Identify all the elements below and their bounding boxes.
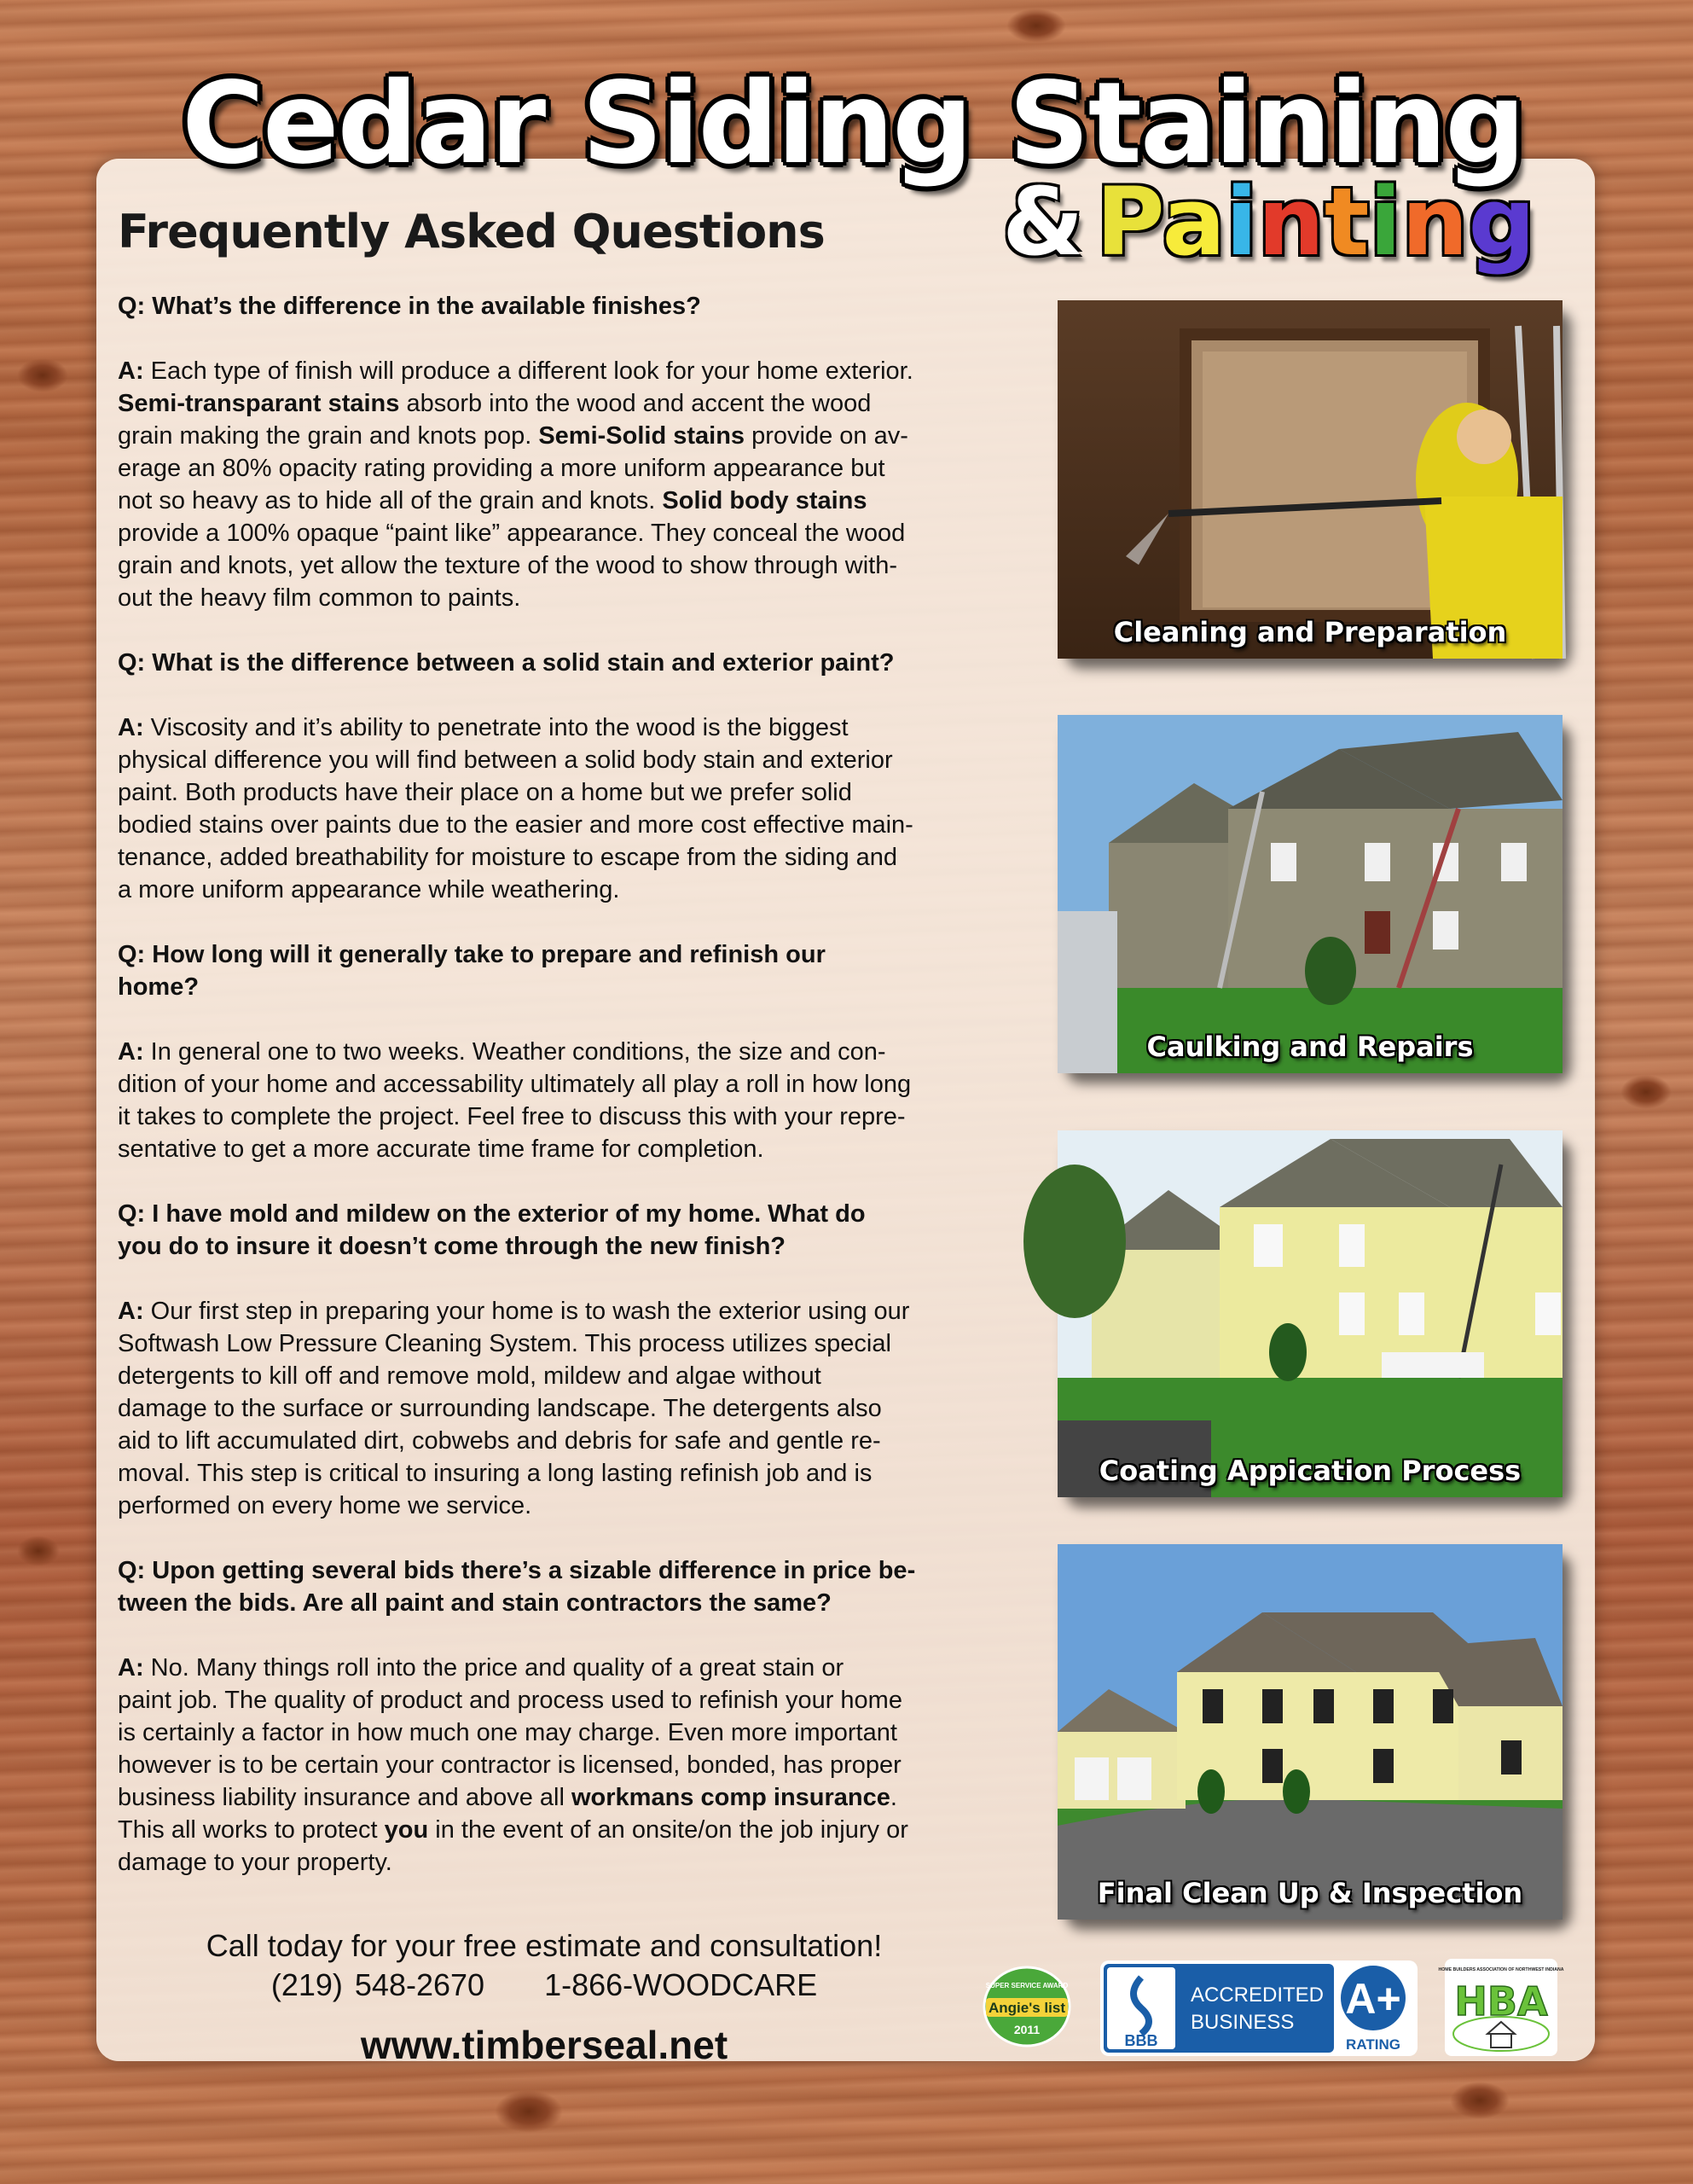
faq-answer-line: damage to your property.: [118, 1849, 392, 1876]
faq-answer-line: it takes to complete the project. Feel free to discuss this with your repre-: [118, 1103, 906, 1130]
photo-caption: Cleaning and Preparation: [1113, 616, 1507, 648]
painting-letter: i: [1369, 167, 1402, 276]
faq-question: Q: What is the difference between a solid stain and exterior paint?: [118, 649, 895, 677]
faq-answer-line: is certainly a factor in how much one may charge. Even more important: [118, 1719, 897, 1746]
painting-letter: P: [1095, 167, 1162, 276]
hba-org-text: HOME BUILDERS ASSOCIATION OF NORTHWEST INDIANA: [1438, 1967, 1564, 1972]
painting-letter: n: [1257, 167, 1325, 276]
faq-answer-line: paint. Both products have their place on a home but we prefer solid: [118, 779, 852, 806]
angies-list-badge: [981, 1964, 1073, 2049]
wood-knot: [1450, 2082, 1510, 2119]
photo-caption: Final Clean Up & Inspection: [1097, 1877, 1523, 1909]
faq-answer-line: sentative to get a more accurate time frame for completion.: [118, 1136, 764, 1163]
hba-letters: HBA: [1454, 1978, 1548, 2024]
photo-caulking: [1058, 715, 1563, 1073]
bbb-logo-text: BBB: [1124, 2032, 1158, 2049]
faq-question: you do to insure it doesn’t come through the new finish?: [118, 1233, 786, 1260]
faq-answer-line: A: Viscosity and it’s ability to penetrate into the wood is the biggest: [118, 714, 849, 741]
call-to-action: Call today for your free estimate and consultation!: [206, 1928, 883, 1963]
angies-year: 2011: [1013, 2023, 1041, 2036]
wood-knot: [495, 2090, 563, 2133]
website-link[interactable]: www.timberseal.net: [360, 2023, 728, 2067]
faq-answer-line: Semi-transparant stains absorb into the wood and accent the wood: [118, 390, 872, 417]
phone-numbers: [118, 1966, 971, 2005]
faq-answer-line: This all works to protect you in the event of an onsite/on the job injury or: [118, 1816, 908, 1844]
photo-cleaning: [1058, 300, 1563, 659]
final-illustration: [1058, 1544, 1563, 1920]
faq-answer-line: A: No. Many things roll into the price and quality of a great stain or: [118, 1654, 844, 1682]
phone-local[interactable]: (219) 548-2670: [270, 1967, 485, 2002]
footer-contact: [118, 1926, 971, 2073]
faq-answer-line: grain making the grain and knots pop. Semi-Solid stains provide on av-: [118, 422, 908, 450]
coating-illustration: [1058, 1130, 1563, 1497]
phone-tollfree[interactable]: 1-866-WOODCARE: [544, 1967, 818, 2002]
wood-knot: [1006, 9, 1066, 43]
faq-answer-line: dition of your home and accessability ultimately all play a roll in how long: [118, 1071, 912, 1098]
photo-final: [1058, 1544, 1563, 1920]
faq-answer-line: damage to the surface or surrounding landscape. The detergents also: [118, 1395, 882, 1422]
faq-answer-line: detergents to kill off and remove mold, mildew and algae without: [118, 1362, 821, 1390]
faq-answer-line: grain and knots, yet allow the texture of the wood to show through with-: [118, 552, 898, 579]
faq-answer-line: Softwash Low Pressure Cleaning System. This process utilizes special: [118, 1330, 891, 1357]
faq-question: Q: How long will it generally take to prepare and refinish our: [118, 941, 826, 968]
faq-answer-line: physical difference you will find between a solid body stain and exterior: [118, 746, 893, 774]
faq-answer-line: business liability insurance and above all workmans comp insurance.: [118, 1784, 897, 1811]
faq-list: [118, 290, 1005, 1879]
painting-letter: t: [1324, 167, 1370, 276]
bbb-line2: BUSINESS: [1191, 2011, 1295, 2034]
faq-question: Q: Upon getting several bids there’s a sizable difference in price be-: [118, 1557, 916, 1584]
faq-answer-line: a more uniform appearance while weathering.: [118, 876, 620, 903]
faq-answer-line: A: Our first step in preparing your home is to wash the exterior using our: [118, 1298, 910, 1325]
painting-letter: a: [1162, 167, 1226, 276]
angies-award-text: SUPER SERVICE AWARD: [985, 1982, 1069, 1989]
cleaning-illustration: [1058, 300, 1563, 659]
photo-coating: [1058, 1130, 1563, 1497]
bbb-line1: ACCREDITED: [1191, 1984, 1325, 2007]
faq-answer-line: A: Each type of finish will produce a different look for your home exterior.: [118, 357, 913, 385]
bbb-grade: A+: [1345, 1975, 1401, 2023]
painting-letter: g: [1468, 167, 1536, 276]
wood-knot: [17, 358, 68, 392]
faq-answer-line: tenance, added breathability for moisture to escape from the siding and: [118, 844, 898, 871]
faq-question: home?: [118, 973, 200, 1001]
wood-knot: [1621, 1075, 1672, 1109]
faq-question: Q: I have mold and mildew on the exterior of my home. What do: [118, 1200, 866, 1228]
hba-badge: [1438, 1959, 1564, 2056]
painting-letter: i: [1225, 167, 1258, 276]
faq-answer-line: performed on every home we service.: [118, 1492, 532, 1519]
ampersand: &: [1002, 167, 1084, 276]
painting-letter: n: [1401, 167, 1469, 276]
painting-wordmark: [1002, 166, 1565, 277]
faq-answer-line: however is to be certain your contractor is licensed, bonded, has proper: [118, 1751, 902, 1779]
faq-answer-line: aid to lift accumulated dirt, cobwebs and debris for safe and gentle re-: [118, 1427, 881, 1455]
faq-answer-line: bodied stains over paints due to the easier and more cost effective main-: [118, 811, 913, 839]
faq-answer-line: not so heavy as to hide all of the grain and knots. Solid body stains: [118, 487, 867, 514]
angies-name: Angie's list: [988, 2000, 1066, 2016]
bbb-badge: [1100, 1960, 1418, 2056]
photo-caption: Caulking and Repairs: [1146, 1031, 1474, 1063]
faq-answer-line: erage an 80% opacity rating providing a more uniform appearance but: [118, 455, 885, 482]
faq-answer-line: paint job. The quality of product and process used to refinish your home: [118, 1687, 902, 1714]
faq-question: tween the bids. Are all paint and stain contractors the same?: [118, 1589, 832, 1617]
faq-heading: Frequently Asked Questions: [118, 205, 825, 258]
faq-answer-line: moval. This step is critical to insuring a long lasting refinish job and is: [118, 1460, 873, 1487]
painting-letters: [1096, 167, 1535, 276]
faq-answer-line: provide a 100% opaque “paint like” appearance. They conceal the wood: [118, 520, 906, 547]
wood-knot: [17, 1536, 60, 1566]
faq-answer-line: A: In general one to two weeks. Weather conditions, the size and con-: [118, 1038, 886, 1066]
faq-question: Q: What’s the difference in the available finishes?: [118, 293, 701, 320]
bbb-rating: RATING: [1346, 2036, 1400, 2053]
caulking-illustration: [1058, 715, 1563, 1073]
photo-caption: Coating Appication Process: [1099, 1455, 1522, 1487]
faq-answer-line: out the heavy film common to paints.: [118, 584, 521, 612]
page-title: Cedar Siding Staining: [182, 58, 1524, 189]
